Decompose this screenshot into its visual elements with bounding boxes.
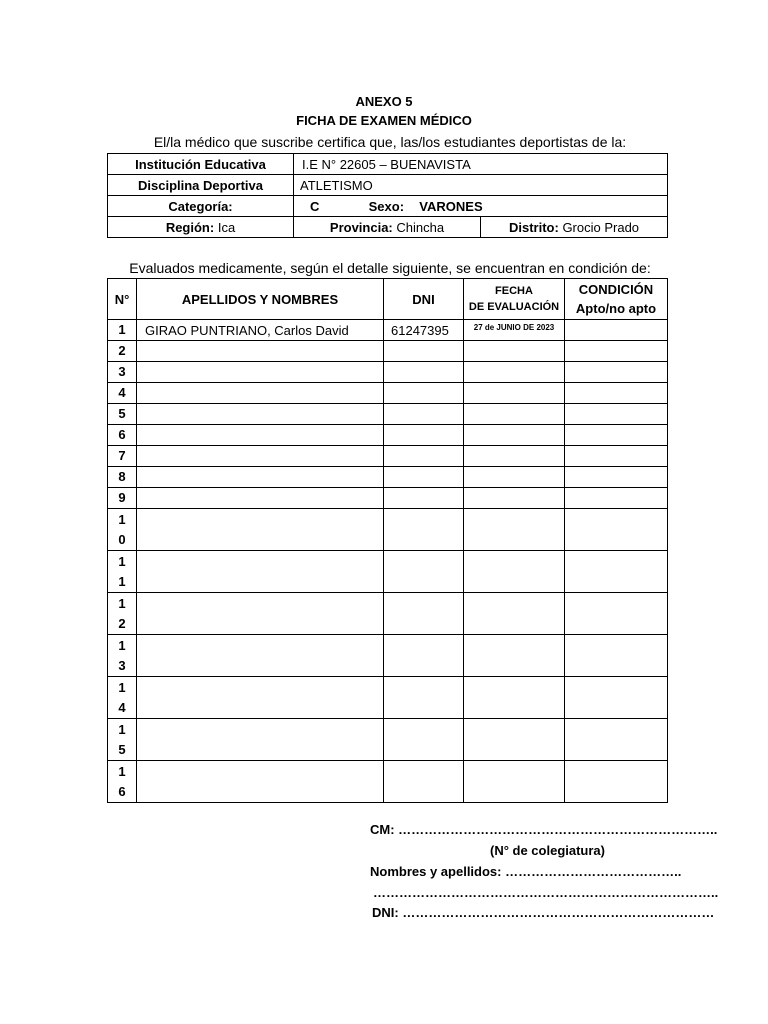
row-condition xyxy=(565,362,668,383)
row-condition xyxy=(565,488,668,509)
info-row-category xyxy=(108,196,668,217)
row-condition xyxy=(565,383,668,404)
district-value: Grocio Prado xyxy=(562,219,640,235)
row-dni xyxy=(384,593,464,635)
row-number-digit: 1 xyxy=(118,573,126,589)
row-dni xyxy=(384,488,464,509)
discipline-label: Disciplina Deportiva xyxy=(108,175,294,196)
col-header-dni: DNI xyxy=(384,279,464,320)
row-condition xyxy=(565,593,668,635)
row-number-digit: 1 xyxy=(118,595,126,611)
table-row xyxy=(108,362,668,383)
row-number xyxy=(108,635,137,677)
row-number xyxy=(108,761,137,803)
row-number-digit: 4 xyxy=(118,699,126,715)
row-number: 3 xyxy=(108,362,137,383)
row-date xyxy=(464,719,565,761)
category-value: C xyxy=(310,198,320,214)
row-number-digit: 6 xyxy=(118,783,126,799)
row-dni xyxy=(384,404,464,425)
row-date xyxy=(464,635,565,677)
row-number xyxy=(108,677,137,719)
names-label: Nombres y apellidos: xyxy=(370,864,502,879)
province-label: Provincia: xyxy=(329,219,393,235)
row-dni xyxy=(384,383,464,404)
row-dni xyxy=(384,677,464,719)
row-date xyxy=(464,467,565,488)
row-date xyxy=(464,362,565,383)
region-label: Región: xyxy=(165,219,215,235)
row-name xyxy=(137,425,384,446)
row-dni xyxy=(384,509,464,551)
table-row xyxy=(108,509,668,551)
table-row xyxy=(108,383,668,404)
table-row xyxy=(108,467,668,488)
table-row xyxy=(108,446,668,467)
row-name xyxy=(137,761,384,803)
row-condition xyxy=(565,677,668,719)
row-dni xyxy=(384,761,464,803)
row-number-digit: 1 xyxy=(118,763,126,779)
sex-value: VARONES xyxy=(419,198,483,214)
cm-label: CM: xyxy=(370,822,395,837)
table-row xyxy=(108,635,668,677)
row-condition xyxy=(565,446,668,467)
row-name xyxy=(137,488,384,509)
row-name xyxy=(137,677,384,719)
row-number-digit: 2 xyxy=(118,615,126,631)
row-dni xyxy=(384,467,464,488)
row-name xyxy=(137,509,384,551)
row-date xyxy=(464,593,565,635)
info-table xyxy=(107,153,668,238)
row-date xyxy=(464,551,565,593)
row-number xyxy=(108,509,137,551)
row-number: 1 xyxy=(108,320,137,341)
cm-dots: ……………………………………………………………….. xyxy=(398,822,718,837)
evaluation-table xyxy=(107,278,668,803)
annex-label: ANEXO 5 xyxy=(355,94,413,109)
discipline-value: ATLETISMO xyxy=(294,175,668,196)
row-name xyxy=(137,593,384,635)
row-number-digit: 1 xyxy=(118,721,126,737)
row-number: 9 xyxy=(108,488,137,509)
table-row xyxy=(108,551,668,593)
row-date xyxy=(464,761,565,803)
row-number: 4 xyxy=(108,383,137,404)
col-header-names: APELLIDOS Y NOMBRES xyxy=(137,279,384,320)
cm-line xyxy=(370,822,717,837)
row-name xyxy=(137,635,384,677)
row-dni xyxy=(384,551,464,593)
table-row xyxy=(108,341,668,362)
row-name xyxy=(137,341,384,362)
institution-label: Institución Educativa xyxy=(108,154,294,175)
row-number: 6 xyxy=(108,425,137,446)
row-number xyxy=(108,719,137,761)
table-row xyxy=(108,425,668,446)
names-dots: ………………………………….. xyxy=(505,864,682,879)
row-name xyxy=(137,404,384,425)
intro-text: El/la médico que suscribe certifica que, las/los estudiantes deportistas de la: xyxy=(153,134,627,150)
row-number-digit: 0 xyxy=(118,531,126,547)
institution-value: I.E N° 22605 – BUENAVISTA xyxy=(294,154,668,175)
category-label: Categoría: xyxy=(108,196,294,217)
row-name xyxy=(137,551,384,593)
district-cell xyxy=(481,217,668,238)
row-number-digit: 1 xyxy=(118,511,126,527)
row-dni xyxy=(384,446,464,467)
row-date xyxy=(464,446,565,467)
names-line xyxy=(370,864,681,879)
row-date xyxy=(464,383,565,404)
dni-label: DNI: xyxy=(372,905,399,920)
sex-label: Sexo: xyxy=(368,198,405,214)
col-header-condition xyxy=(565,279,668,320)
table-row xyxy=(108,719,668,761)
row-condition xyxy=(565,719,668,761)
table-row xyxy=(108,761,668,803)
row-number-digit: 1 xyxy=(118,553,126,569)
col-header-condition-line2: Apto/no apto xyxy=(575,301,657,316)
row-condition xyxy=(565,467,668,488)
row-number: 7 xyxy=(108,446,137,467)
colegiatura-label: (N° de colegiatura) xyxy=(490,843,605,858)
row-name xyxy=(137,383,384,404)
row-condition xyxy=(565,635,668,677)
row-dni xyxy=(384,635,464,677)
row-date xyxy=(464,677,565,719)
row-number xyxy=(108,593,137,635)
row-number: 5 xyxy=(108,404,137,425)
row-dni xyxy=(384,362,464,383)
province-value: Chincha xyxy=(396,219,445,235)
row-number: 8 xyxy=(108,467,137,488)
row-dni xyxy=(384,341,464,362)
row-date xyxy=(464,488,565,509)
province-cell xyxy=(294,217,481,238)
col-header-num: N° xyxy=(108,279,137,320)
row-condition xyxy=(565,761,668,803)
col-header-date xyxy=(464,279,565,320)
row-condition xyxy=(565,404,668,425)
table-row xyxy=(108,593,668,635)
evaluation-intro: Evaluados medicamente, según el detalle siguiente, se encuentran en condición de: xyxy=(129,260,651,276)
extra-dots-line: …………………………………………………………………….. xyxy=(373,885,719,900)
row-name xyxy=(137,719,384,761)
row-condition xyxy=(565,425,668,446)
row-condition xyxy=(565,320,668,341)
row-name xyxy=(137,446,384,467)
info-row-discipline xyxy=(108,175,668,196)
row-number-digit: 1 xyxy=(118,679,126,695)
row-condition xyxy=(565,551,668,593)
col-header-condition-line1: CONDICIÓN xyxy=(578,282,654,297)
row-number xyxy=(108,551,137,593)
row-date xyxy=(464,341,565,362)
info-row-location xyxy=(108,217,668,238)
district-label: Distrito: xyxy=(508,219,559,235)
row-number-digit: 1 xyxy=(118,637,126,653)
info-row-institution xyxy=(108,154,668,175)
table-header-row xyxy=(108,279,668,320)
row-date: 27 de JUNIO DE 2023 xyxy=(464,320,565,341)
category-sex-cell xyxy=(294,196,668,217)
dni-line xyxy=(372,905,714,920)
dni-dots: ……………………………………………………………… xyxy=(402,905,715,920)
row-dni xyxy=(384,425,464,446)
table-row xyxy=(108,677,668,719)
col-header-date-line2: DE EVALUACIÓN xyxy=(468,301,560,313)
row-date xyxy=(464,404,565,425)
row-number-digit: 5 xyxy=(118,741,126,757)
row-condition xyxy=(565,341,668,362)
row-date xyxy=(464,509,565,551)
document-title: FICHA DE EXAMEN MÉDICO xyxy=(296,113,472,128)
row-dni: 61247395 xyxy=(384,320,464,341)
row-name: GIRAO PUNTRIANO, Carlos David xyxy=(137,320,384,341)
row-name xyxy=(137,467,384,488)
region-value: Ica xyxy=(217,219,236,235)
table-row xyxy=(108,320,668,341)
table-row xyxy=(108,488,668,509)
region-cell xyxy=(108,217,294,238)
table-row xyxy=(108,404,668,425)
row-dni xyxy=(384,719,464,761)
row-number-digit: 3 xyxy=(118,657,126,673)
row-number: 2 xyxy=(108,341,137,362)
row-date xyxy=(464,425,565,446)
row-condition xyxy=(565,509,668,551)
row-name xyxy=(137,362,384,383)
col-header-date-line1: FECHA xyxy=(495,285,533,297)
